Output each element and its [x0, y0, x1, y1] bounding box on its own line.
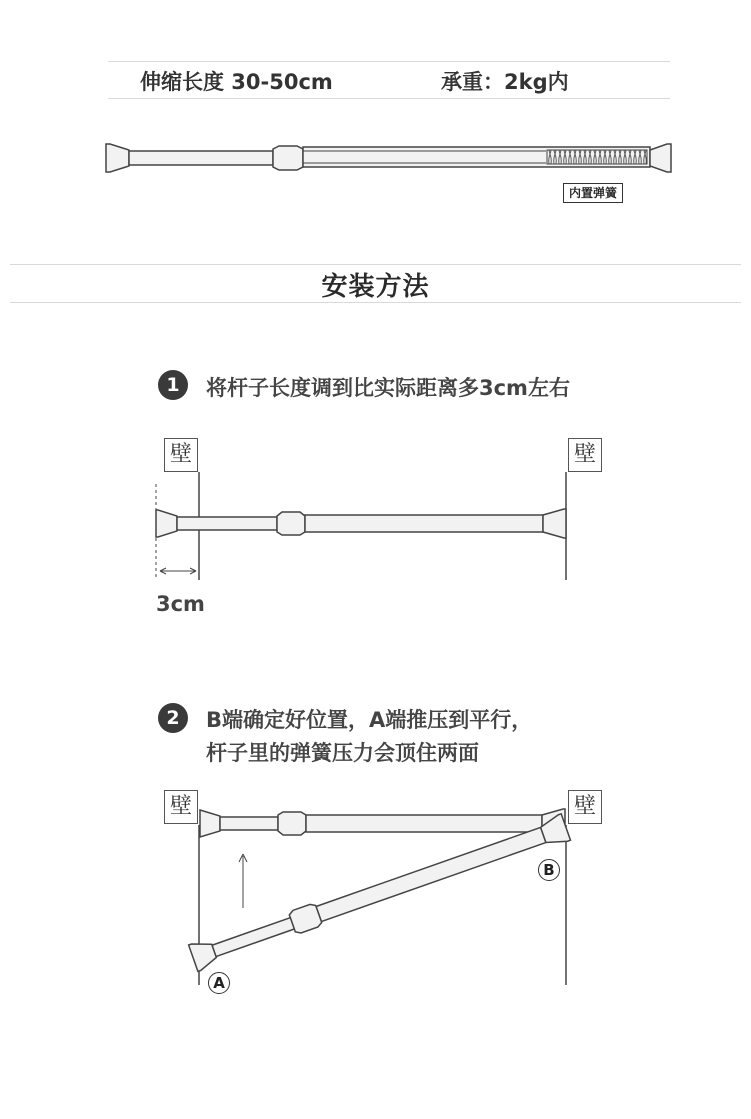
step1-rod-right-cap — [543, 509, 566, 538]
step1-number-badge: 1 — [158, 370, 188, 400]
product-rod — [106, 144, 671, 172]
step1-rod-left-cap — [156, 510, 177, 537]
step2-diagram — [189, 809, 571, 985]
rod-right-cap — [650, 144, 671, 172]
step2-number-badge: 2 — [158, 703, 188, 733]
step2-left-wall-label: 壁 — [164, 790, 198, 824]
step2-tilted-rod — [189, 814, 571, 972]
step2-flat-rod-left-cap — [200, 810, 220, 837]
step2-instruction-line1: B端确定好位置，A端推压到平行， — [206, 708, 533, 732]
step1-instruction: 将杆子长度调到比实际距离多3cm左右 — [206, 376, 570, 400]
length-spec: 伸缩长度 30-50cm — [140, 70, 333, 94]
marker-a: A — [208, 972, 230, 994]
step1-left-wall-label: 壁 — [164, 438, 198, 472]
step1-right-wall-label: 壁 — [568, 438, 602, 472]
rod-joint — [273, 146, 303, 170]
step2-right-wall-label: 壁 — [568, 790, 602, 824]
rod-spring — [547, 150, 647, 164]
step1-rod-joint — [277, 512, 305, 535]
step2-instruction-line2: 杆子里的弹簧压力会顶住两面 — [206, 741, 479, 765]
step1-dimension-label: 3cm — [156, 592, 205, 616]
marker-b: B — [538, 859, 560, 881]
spring-label: 内置弹簧 — [563, 183, 623, 203]
load-spec: 承重：2kg内 — [441, 70, 569, 94]
rod-left-cap — [106, 144, 129, 172]
rod-inner-tube — [129, 151, 273, 165]
section-title: 安装方法 — [321, 272, 430, 302]
step1-diagram — [156, 472, 566, 580]
